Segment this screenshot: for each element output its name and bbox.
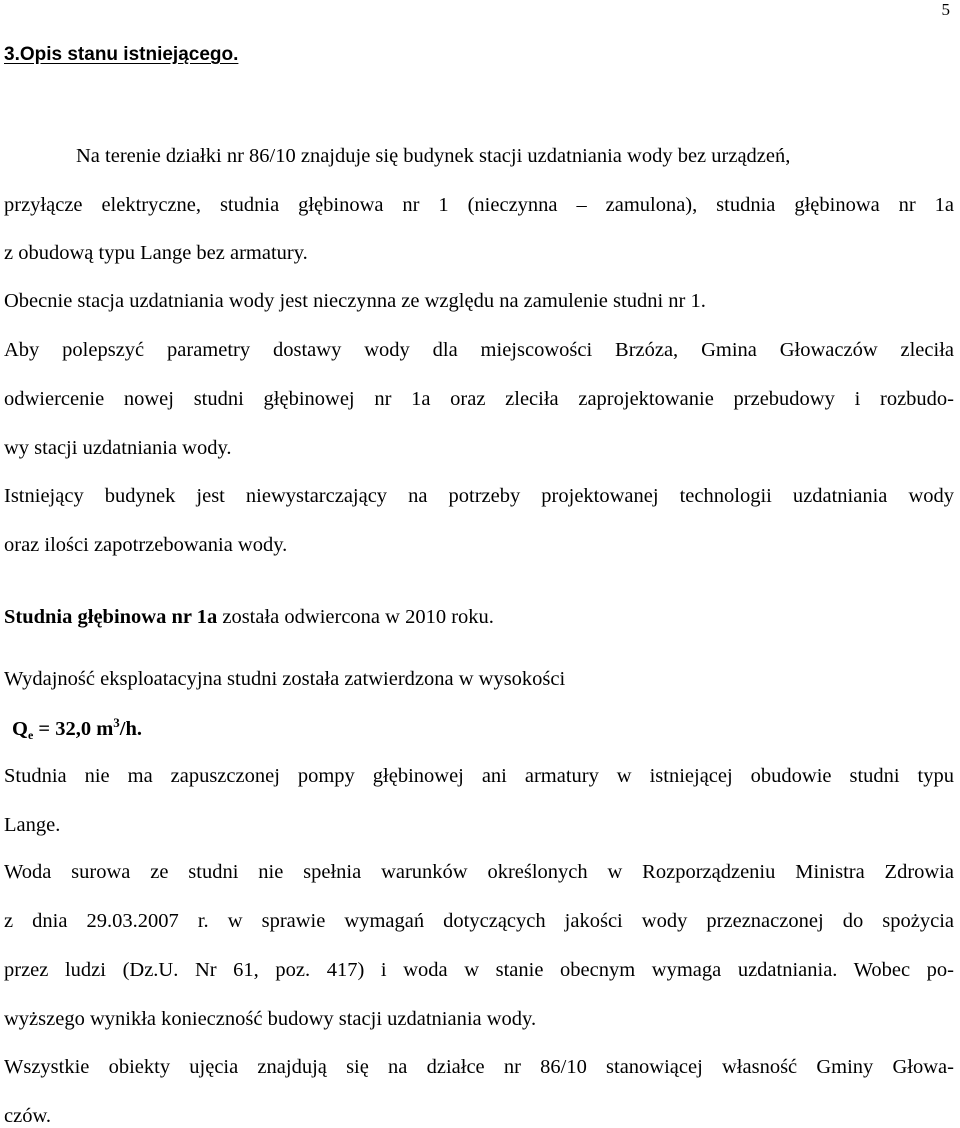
formula-sub: e bbox=[27, 728, 34, 742]
paragraph-line-1: Na terenie działki nr 86/10 znajduje się budynek stacji uzdatniania wody bez urządzeń, bbox=[76, 145, 791, 167]
paragraph-line-20: czów. bbox=[4, 1105, 52, 1127]
paragraph-line-15: Woda surowa ze studni nie spełnia warunków określonych w Rozporządzeniu Ministra Zdrowia bbox=[4, 861, 954, 883]
yield-formula bbox=[12, 716, 142, 741]
formula-sup: 3 bbox=[113, 715, 120, 730]
paragraph-line-9: oraz ilości zapotrzebowania wody. bbox=[4, 534, 288, 556]
paragraph-line-7: wy stacji uzdatniania wody. bbox=[4, 437, 232, 459]
paragraph-line-19: Wszystkie obiekty ujęcia znajdują się na działce nr 86/10 stanowiącej własność Gminy Głowa- bbox=[4, 1056, 954, 1078]
paragraph-line-5: Aby polepszyć parametry dostawy wody dla miejscowości Brzóza, Gmina Głowaczów zleciła bbox=[4, 339, 954, 361]
formula-q: Q bbox=[12, 718, 28, 740]
page-number: 5 bbox=[941, 0, 950, 19]
paragraph-line-2: przyłącze elektryczne, studnia głębinowa nr 1 (nieczynna – zamulona), studnia głębinowa nr 1a bbox=[4, 194, 954, 216]
formula-unit: /h. bbox=[119, 718, 143, 740]
paragraph-line-8: Istniejący budynek jest niewystarczający na potrzeby projektowanej technologii uzdatniania wody bbox=[4, 485, 954, 507]
formula-value: = 32,0 m bbox=[33, 718, 114, 740]
paragraph-line-14: Lange. bbox=[4, 814, 61, 836]
paragraph-line-16: z dnia 29.03.2007 r. w sprawie wymagań dotyczących jakości wody przeznaczonej do spożycia bbox=[4, 910, 954, 932]
paragraph-line-3: z obudową typu Lange bez armatury. bbox=[4, 242, 308, 264]
paragraph-line-4: Obecnie stacja uzdatniania wody jest nieczynna ze względu na zamulenie studni nr 1. bbox=[4, 290, 706, 312]
paragraph-line-13: Studnia nie ma zapuszczonej pompy głębinowej ani armatury w istniejącej obudowie studni typu bbox=[4, 765, 954, 787]
paragraph-line-6: odwiercenie nowej studni głębinowej nr 1a oraz zleciła zaprojektowanie przebudowy i rozbudo- bbox=[4, 388, 954, 410]
paragraph-line-11: Wydajność eksploatacyjna studni została zatwierdzona w wysokości bbox=[4, 668, 566, 690]
well-name-bold: Studnia głębinowa nr 1a bbox=[4, 606, 218, 628]
paragraph-line-18: wyższego wynikła konieczność budowy stacji uzdatniania wody. bbox=[4, 1008, 537, 1030]
paragraph-line-17: przez ludzi (Dz.U. Nr 61, poz. 417) i woda w stanie obecnym wymaga uzdatniania. Wobec po- bbox=[4, 959, 954, 981]
section-heading: 3.Opis stanu istniejącego. bbox=[4, 44, 239, 65]
paragraph-line-10 bbox=[4, 607, 494, 628]
well-drilled-text: została odwiercona w 2010 roku. bbox=[217, 606, 494, 628]
